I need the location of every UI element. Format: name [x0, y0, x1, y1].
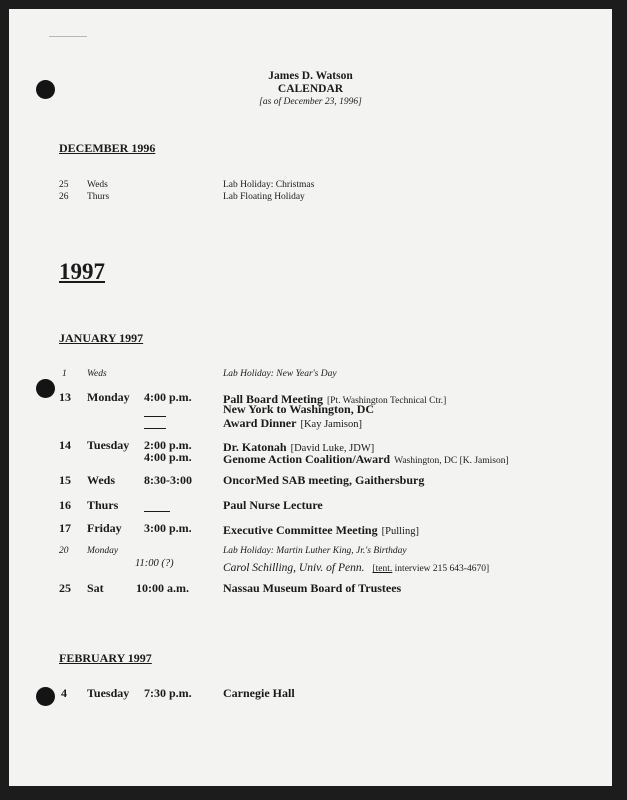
month-heading-december: DECEMBER 1996	[59, 141, 156, 155]
jan-20-day: 20	[59, 546, 69, 556]
feb-4-day: 4	[61, 686, 67, 700]
jan-17-event-title: Executive Committee Meeting	[223, 523, 378, 537]
jan-20-event-2-title: Carol Schilling, Univ. of Penn.	[223, 562, 365, 574]
jan-15-dow: Weds	[87, 473, 116, 487]
calendar-owner: James D. Watson	[268, 70, 353, 82]
dec-26-day: 26	[59, 192, 69, 202]
jan-13-event-3-note: [Kay Jamison]	[300, 419, 362, 430]
jan-25-dow: Sat	[87, 581, 104, 595]
jan-1-day: 1	[62, 369, 67, 379]
month-heading-january: JANUARY 1997	[59, 331, 144, 345]
dec-26-desc: Lab Floating Holiday	[223, 192, 305, 202]
jan-14-event-2	[223, 450, 509, 468]
jan-13-event-2: New York to Washington, DC	[223, 402, 375, 416]
jan-14-time-1: 2:00 p.m.	[144, 438, 192, 452]
jan-20-event-2-note: interview 215 643-4670]	[392, 564, 490, 574]
document-page	[9, 9, 612, 786]
feb-4-dow: Tuesday	[87, 686, 130, 700]
jan-14-dow: Tuesday	[87, 438, 130, 452]
jan-13-event-3-title: Award Dinner	[223, 416, 297, 430]
month-heading-february: FEBRUARY 1997	[59, 651, 152, 665]
jan-25-desc: Nassau Museum Board of Trustees	[223, 581, 402, 595]
jan-14-event-2-title: Genome Action Coalition/Award	[223, 452, 391, 466]
dec-25-dow: Weds	[87, 180, 108, 190]
pencil-mark	[49, 36, 87, 37]
jan-17-dow: Friday	[87, 521, 122, 535]
jan-14-event-2-note: Washington, DC [K. Jamison]	[394, 456, 509, 466]
feb-4-time: 7:30 p.m.	[144, 686, 192, 700]
jan-17-day: 17	[59, 521, 71, 535]
jan-13-time: 4:00 p.m.	[144, 390, 192, 404]
jan-15-time: 8:30-3:00	[144, 473, 192, 487]
jan-17-time: 3:00 p.m.	[144, 521, 192, 535]
jan-15-desc: OncorMed SAB meeting, Gaithersburg	[223, 473, 425, 487]
dec-25-day: 25	[59, 180, 69, 190]
jan-14-day: 14	[59, 438, 71, 452]
jan-13-event-1-title: Pall Board Meeting	[223, 392, 323, 406]
jan-13-day: 13	[59, 390, 71, 404]
jan-20-time: 11:00 (?)	[135, 558, 174, 569]
jan-20-event-2	[223, 558, 489, 576]
jan-17-event	[223, 521, 419, 539]
punch-hole	[36, 687, 55, 706]
feb-4-desc: Carnegie Hall	[223, 686, 295, 700]
jan-13-event-1-note: [Pt. Washington Technical Ctr.]	[326, 396, 447, 406]
jan-15-day: 15	[59, 473, 71, 487]
as-of-date: [as of December 23, 1996]	[259, 97, 362, 107]
jan-1-dow: Weds	[87, 369, 107, 379]
time-blank	[144, 501, 170, 512]
jan-16-day: 16	[59, 498, 71, 512]
jan-1-desc: Lab Holiday: New Year's Day	[223, 369, 337, 379]
jan-13-dow: Monday	[87, 390, 130, 404]
year-heading: 1997	[59, 259, 105, 284]
jan-14-time-2: 4:00 p.m.	[144, 450, 192, 464]
jan-16-dow: Thurs	[87, 498, 119, 512]
jan-25-time: 10:00 a.m.	[136, 581, 189, 595]
time-blank	[144, 418, 166, 429]
jan-20-desc: Lab Holiday: Martin Luther King, Jr.'s Birthday	[223, 546, 407, 556]
jan-20-dow: Monday	[87, 546, 119, 556]
jan-14-event-1-title: Dr. Katonah	[223, 440, 287, 454]
jan-20-event-2-tent: [tent.	[372, 564, 393, 574]
jan-17-event-note: [Pulling]	[381, 526, 419, 537]
dec-26-dow: Thurs	[87, 192, 110, 202]
time-blank	[144, 406, 166, 417]
dec-25-desc: Lab Holiday: Christmas	[223, 180, 315, 190]
jan-25-day: 25	[59, 581, 71, 595]
jan-16-desc: Paul Nurse Lecture	[223, 498, 323, 512]
jan-13-event-3	[223, 414, 362, 432]
jan-14-event-1-note: [David Luke, JDW]	[290, 443, 375, 454]
calendar-title: CALENDAR	[277, 83, 344, 95]
punch-hole	[36, 379, 55, 398]
